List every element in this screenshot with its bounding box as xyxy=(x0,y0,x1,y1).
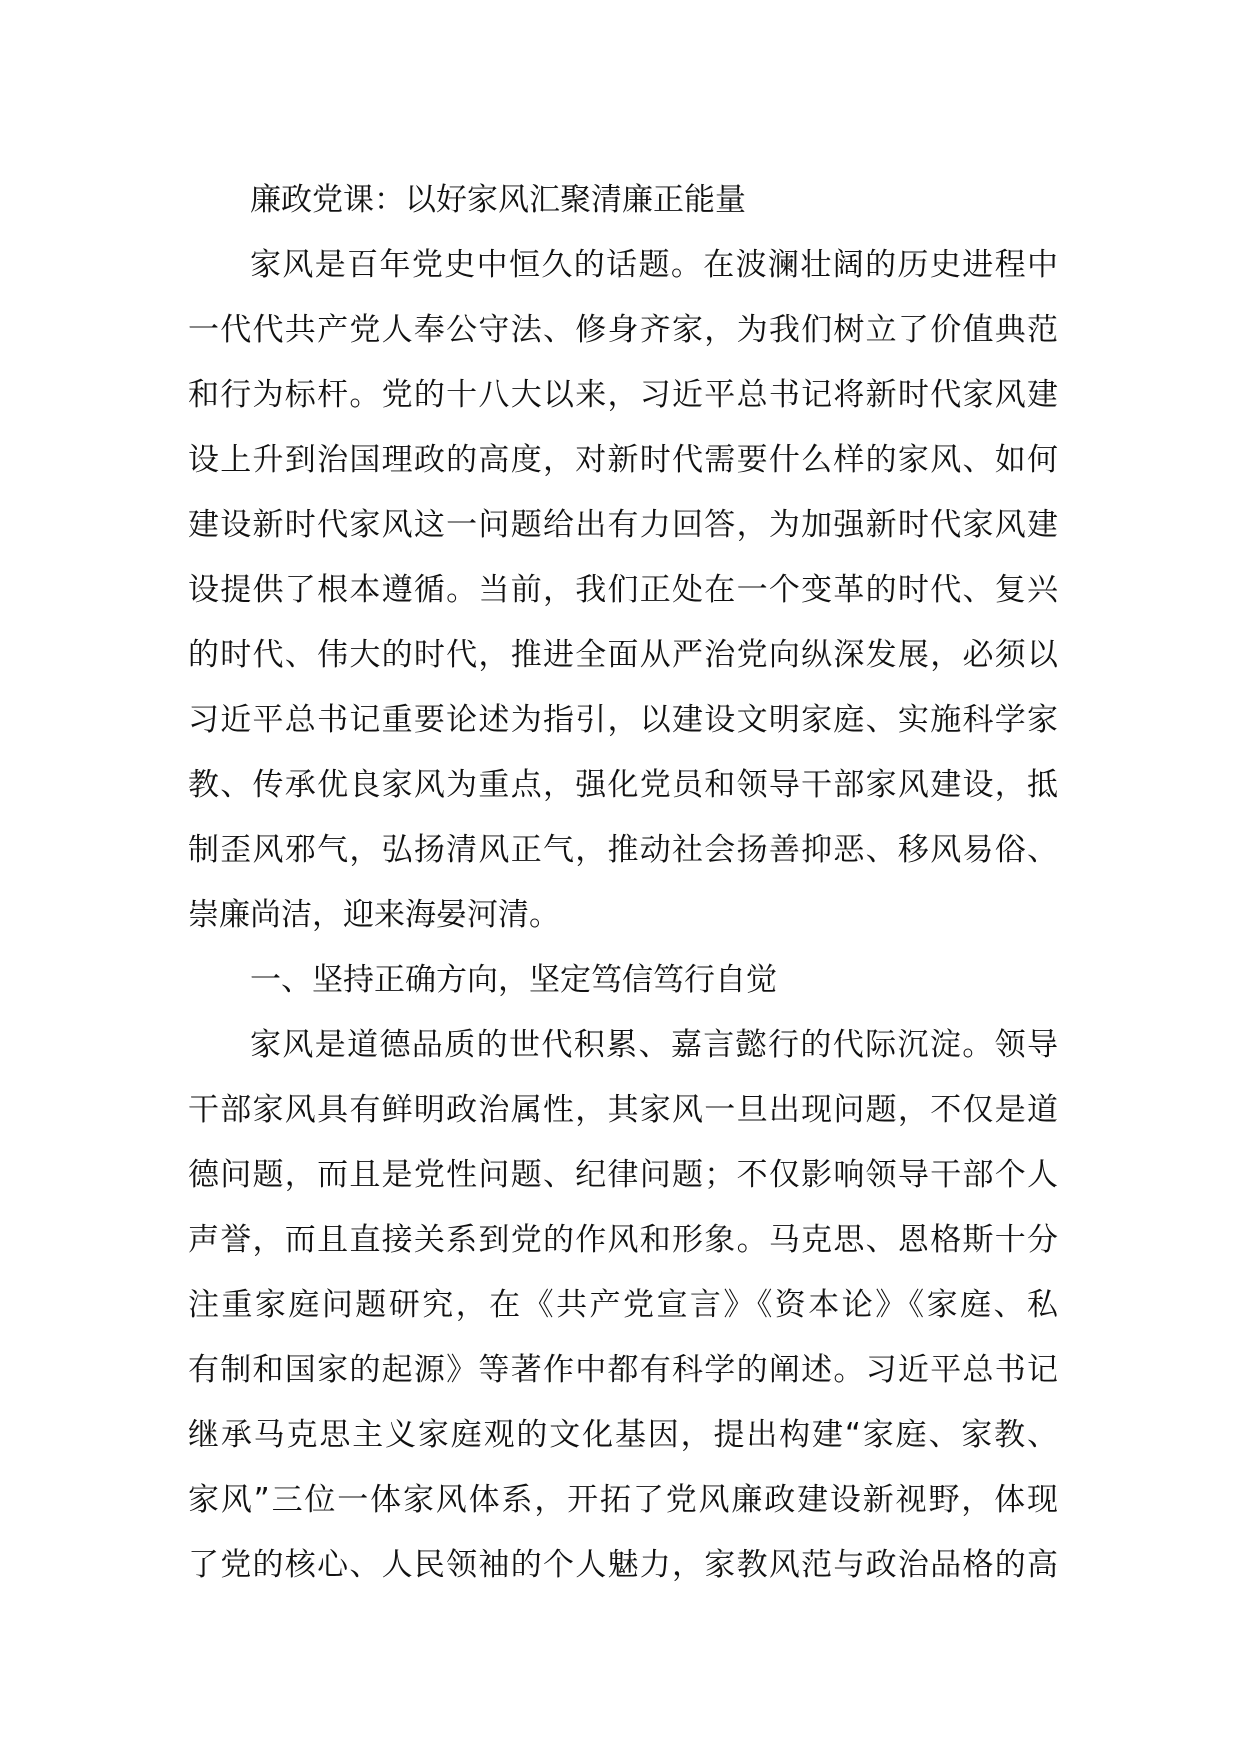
paragraph-line: 一代代共产党人奉公守法、修身齐家，为我们树立了价值典范 xyxy=(188,312,1058,348)
paragraph-line: 教、传承优良家风为重点，强化党员和领导干部家风建设，抵 xyxy=(188,767,1058,803)
paragraph-line: 习近平总书记重要论述为指引，以建设文明家庭、实施科学家 xyxy=(188,702,1058,738)
paragraph-line: 崇廉尚洁，迎来海晏河清。 xyxy=(188,897,560,933)
paragraph-line: 的时代、伟大的时代，推进全面从严治党向纵深发展，必须以 xyxy=(188,637,1058,673)
paragraph-line: 设提供了根本遵循。当前，我们正处在一个变革的时代、复兴 xyxy=(188,572,1058,608)
paragraph-line: 家风是百年党史中恒久的话题。在波澜壮阔的历史进程中 xyxy=(250,247,1058,283)
paragraph-line: 了党的核心、人民领袖的个人魅力，家教风范与政治品格的高 xyxy=(188,1547,1058,1583)
paragraph-line: 注重家庭问题研究，在《共产党宣言》《资本论》《家庭、私 xyxy=(188,1287,1058,1323)
paragraph-line: 设上升到治国理政的高度，对新时代需要什么样的家风、如何 xyxy=(188,442,1058,478)
paragraph-line: 有制和国家的起源》等著作中都有科学的阐述。习近平总书记 xyxy=(188,1352,1058,1388)
paragraph-line: 声誉，而且直接关系到党的作风和形象。马克思、恩格斯十分 xyxy=(188,1222,1058,1258)
paragraph-line: 制歪风邪气，弘扬清风正气，推动社会扬善抑恶、移风易俗、 xyxy=(188,832,1058,868)
paragraph-line: 德问题，而且是党性问题、纪律问题；不仅影响领导干部个人 xyxy=(188,1157,1058,1193)
document-title: 廉政党课：以好家风汇聚清廉正能量 xyxy=(250,182,746,218)
paragraph-1 xyxy=(188,233,1058,948)
paragraph-line: 干部家风具有鲜明政治属性，其家风一旦出现问题，不仅是道 xyxy=(188,1092,1058,1128)
paragraph-line: 继承马克思主义家庭观的文化基因，提出构建“家庭、家教、 xyxy=(188,1417,1058,1453)
paragraph-line: 家风”三位一体家风体系，开拓了党风廉政建设新视野，体现 xyxy=(188,1482,1058,1518)
paragraph-line: 和行为标杆。党的十八大以来，习近平总书记将新时代家风建 xyxy=(188,377,1058,413)
paragraph-line: 建设新时代家风这一问题给出有力回答，为加强新时代家风建 xyxy=(188,507,1058,543)
document-page xyxy=(188,168,1058,1598)
paragraph-line: 家风是道德品质的世代积累、嘉言懿行的代际沉淀。领导 xyxy=(250,1027,1058,1063)
section-heading: 一、坚持正确方向，坚定笃信笃行自觉 xyxy=(250,962,777,998)
paragraph-2 xyxy=(188,1013,1058,1598)
